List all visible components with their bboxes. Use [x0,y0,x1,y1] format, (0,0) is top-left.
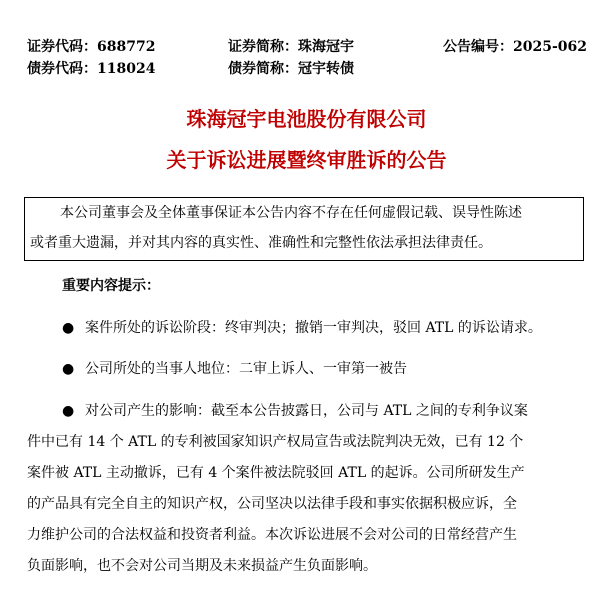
bond-code: 债券代码：118024 [27,61,156,77]
statement-line-1: 本公司董事会及全体董事保证本公告内容不存在任何虚假记载、误导性陈述 [60,205,522,221]
bullet-icon: ● [62,320,75,336]
board-statement-box [24,197,584,261]
bond-abbreviation: 债券简称：冠宇转债 [228,61,354,77]
impact-line-2: 件中已有 14 个 ATL 的专利被国家知识产权局宣告或法院判决无效，已有 12 个 [27,434,524,450]
party-status-item: 公司所处的当事人地位：二审上诉人、一审第一被告 [85,361,407,377]
stock-code: 证券代码：688772 [27,39,156,55]
stock-abbreviation: 证券简称：珠海冠宇 [228,39,354,55]
impact-line-1: 对公司产生的影响：截至本公告披露日，公司与 ATL 之间的专利争议案 [85,403,528,419]
litigation-stage-item: 案件所处的诉讼阶段：终审判决；撤销一审判决，驳回 ATL 的诉讼请求。 [85,320,542,336]
bullet-icon: ● [62,361,75,377]
statement-line-2: 或者重大遗漏，并对其内容的真实性、准确性和完整性依法承担法律责任。 [30,235,492,251]
impact-line-3: 案件被 ATL 主动撤诉，已有 4 个案件被法院驳回 ATL 的起诉。公司所研发生产 [27,465,525,481]
impact-line-6: 负面影响，也不会对公司当期及未来损益产生负面影响。 [27,558,377,574]
announcement-number: 公告编号：2025-062 [443,39,587,55]
bullet-icon: ● [62,403,75,419]
announcement-title: 关于诉讼进展暨终审胜诉的公告 [166,148,447,172]
impact-line-4: 的产品具有完全自主的知识产权，公司坚决以法律手段和事实依据积极应诉，全 [27,496,517,512]
highlights-heading: 重要内容提示： [62,278,160,294]
company-title: 珠海冠宇电池股份有限公司 [186,107,427,131]
impact-line-5: 力维护公司的合法权益和投资者利益。本次诉讼进展不会对公司的日常经营产生 [27,527,517,543]
